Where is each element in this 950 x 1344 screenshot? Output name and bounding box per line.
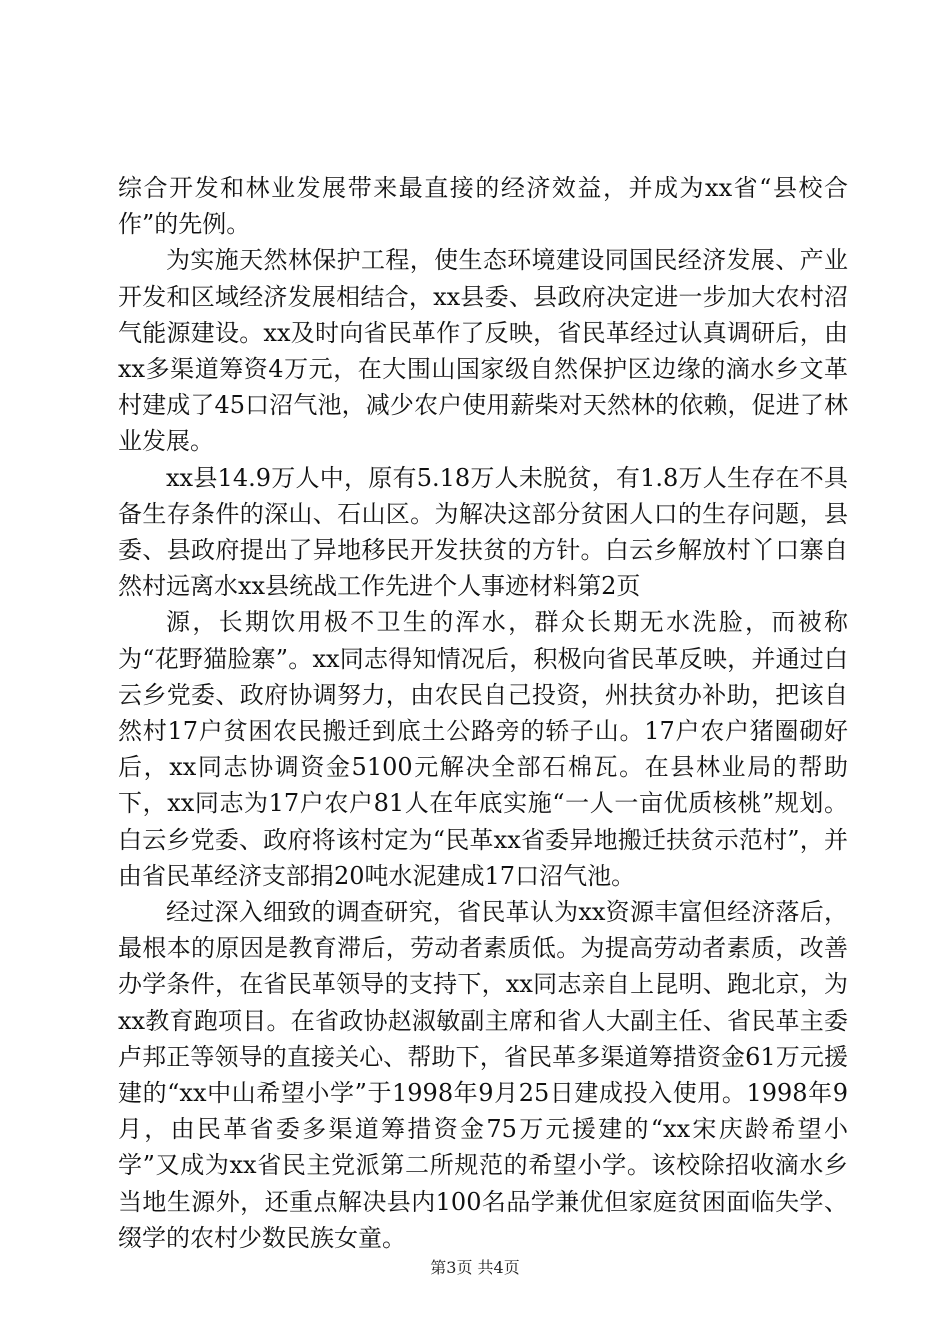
paragraph-3: xx县14.9万人中，原有5.18万人未脱贫，有1.8万人生存在不具备生存条件的深山、石山区。为解决这部分贫困人口的生存问题，县委、县政府提出了异地移民开发扶贫的方针。白云乡解放村丫口寨自然村远离水xx县统战工作先进个人事迹材料第2页 — [118, 463, 848, 601]
paragraph-4: 源，长期饮用极不卫生的浑水，群众长期无水洗脸，而被称为“花野猫脸寨”。xx同志得知情况后，积极向省民革反映，并通过白云乡党委、政府协调努力，由农民自己投资，州扶贫办补助，把该自然村17户贫困农民搬迁到底土公路旁的轿子山。17户农户猪圈砌好后，xx同志协调资金5100元解决全部石棉瓦。在县林业局的帮助下，xx同志为17户农户81人在年底实施“一人一亩优质核桃”规划。白云乡党委、政府将该村定为“民革xx省委异地搬迁扶贫示范村”，并由省民革经济支部捐20吨水泥建成17口沼气池。 — [118, 608, 848, 890]
page-footer: 第3页 共4页 — [430, 1258, 520, 1277]
document-body — [118, 170, 848, 1256]
paragraph-5: 经过深入细致的调查研究，省民革认为xx资源丰富但经济落后，最根本的原因是教育滞后，劳动者素质低。为提高劳动者素质，改善办学条件，在省民革领导的支持下，xx同志亲自上昆明、跑北京，为xx教育跑项目。在省政协赵淑敏副主席和省人大副主任、省民革主委卢邦正等领导的直接关心、帮助下，省民革多渠道筹措资金61万元援建的“xx中山希望小学”于1998年9月25日建成投入使用。1998年9月，由民革省委多渠道筹措资金75万元援建的“xx宋庆龄希望小学”又成为xx省民主党派第二所规范的希望小学。该校除招收滴水乡当地生源外，还重点解决县内100名品学兼优但家庭贫困面临失学、缀学的农村少数民族女童。 — [118, 898, 848, 1252]
paragraph-1: 综合开发和林业发展带来最直接的经济效益，并成为xx省“县校合作”的先例。 — [118, 174, 848, 239]
paragraph-2: 为实施天然林保护工程，使生态环境建设同国民经济发展、产业开发和区域经济发展相结合，xx县委、县政府决定进一步加大农村沼气能源建设。xx及时向省民革作了反映，省民革经过认真调研后，由xx多渠道筹资4万元，在大围山国家级自然保护区边缘的滴水乡文革村建成了45口沼气池，减少农户使用薪柴对天然林的依赖，促进了林业发展。 — [118, 246, 848, 456]
